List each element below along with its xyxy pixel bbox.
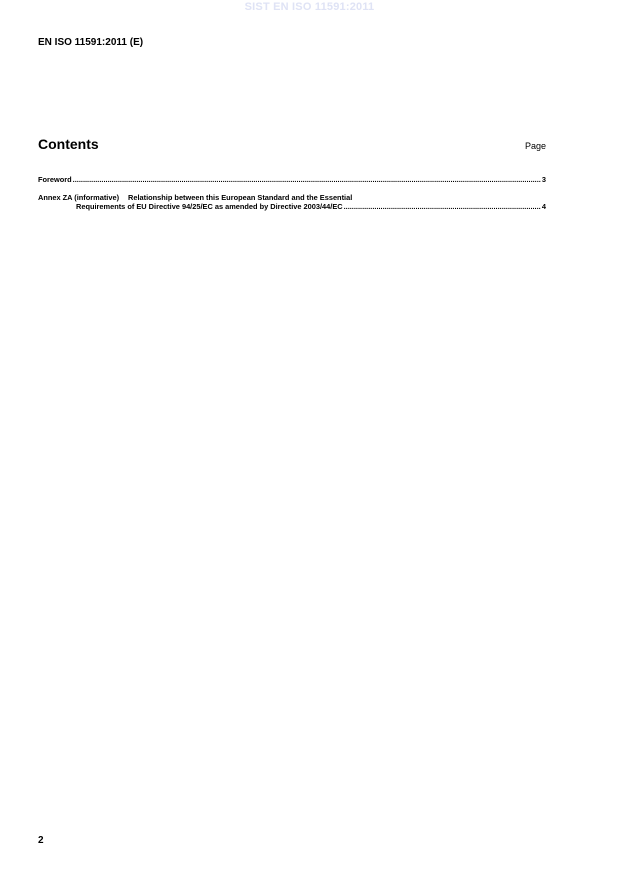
toc-entry-line-2 [38,202,546,212]
toc-entry-title-line2: Requirements of EU Directive 94/25/EC as amended by Directive 2003/44/EC [76,202,343,211]
table-of-contents [38,175,546,220]
document-standard-id: EN ISO 11591:2011 (E) [38,37,144,48]
toc-entry-annex-za[interactable] [38,193,546,212]
toc-dot-leader [344,202,541,212]
toc-entry-prefix: Annex ZA (informative) [38,192,120,202]
toc-entry-title-line1: Relationship between this European Standard and the Essential [128,192,353,202]
toc-dot-leader [73,175,541,185]
page-column-label: Page [524,141,546,151]
toc-entry-line-1 [38,193,546,203]
toc-entry-foreword[interactable] [38,175,546,185]
watermark: SIST EN ISO 11591:2011 [244,1,375,13]
page-number: 2 [38,835,44,846]
toc-entry-title: Foreword [38,175,72,184]
contents-heading-row [38,136,546,152]
toc-entry-page: 3 [541,175,546,184]
contents-title: Contents [38,136,99,152]
toc-entry-page: 4 [541,202,546,211]
